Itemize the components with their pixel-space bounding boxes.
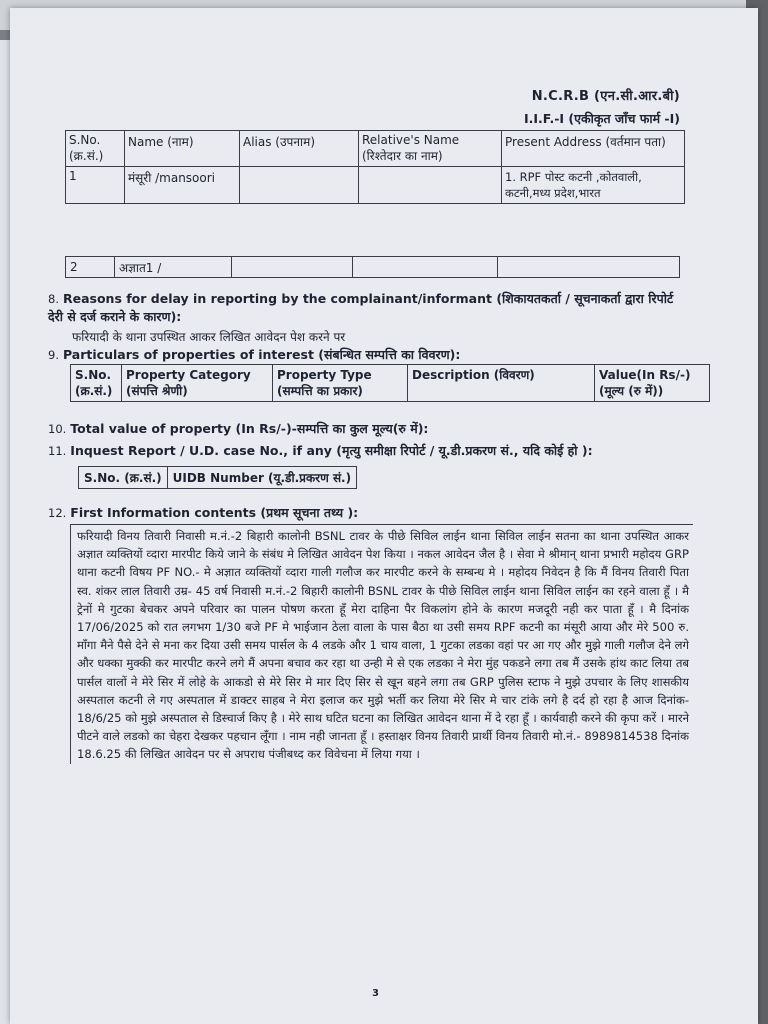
- column-header: Description (विवरण): [408, 365, 595, 402]
- column-header: Alias (उपनाम): [240, 131, 359, 167]
- section-number: 12.: [48, 506, 67, 520]
- table-header-row: [79, 467, 357, 489]
- section-title: Inquest Report / U.D. case No., if any (मृत्यु समीक्षा रिपोर्ट / यू.डी.प्रकरण सं., यदि कोई हो ):: [70, 443, 593, 458]
- section-11-heading: [48, 442, 708, 460]
- section-title: Particulars of properties of interest (संबन्धित सम्पत्ति का विवरण):: [62, 347, 461, 362]
- accused-table-continued: [65, 256, 680, 278]
- section-8-heading: [48, 290, 688, 325]
- form-title: I.I.F.-I (एकीकृत जाँच फार्म -I): [523, 111, 680, 126]
- name-cell: अज्ञात1 /: [115, 257, 232, 278]
- column-header: S.No. (क्र.सं.): [71, 365, 122, 402]
- column-header: Value(In Rs/-) (मूल्य (रु में)): [595, 365, 710, 402]
- column-header: Property Category (संपत्ति श्रेणी): [122, 365, 273, 402]
- table-header-row: [66, 131, 685, 167]
- first-information-contents: फरियादी विनय तिवारी निवासी म.नं.-2 बिहारी कालोनी BSNL टावर के पीछे सिविल लाईन थाना सिविल लाईन सतना का थाना उपस्थित आकर अज्ञात व्यक्तियों व्दारा मारपीट किये जाने के संबंध मे लिखित आवेदन पेश किया । नकल आवेदन जैल है । सेवा मे श्रीमान् थाना प्रभारी महोदय GRP थाना कटनी विषय PF NO.- मे अज्ञात व्यक्तियों व्दारा गाली गलौज कर मारपीट करने के सम्बन्ध मे । महोदय निवेदन है कि मैं विनय तिवारी पिता स्व. शंकर लाल तिवारी उम्र- 45 वर्ष निवासी म.नं.-2 बिहारी कालोनी BSNL टावर के पीछे सिविल लाईन थाना सिविल लाईन का रहने वाला हूँ । मै ट्रेनों मे गुटका बेचकर अपने परिवार का पालन पोषण करता हूँ मेरा दाहिना पैर विकलांग होने के कारण मजदूरी नही कर पाता हूँ । मै दिनांक 17/06/2025 को रात लगभग 1/30 बजे PF मे भाईजान ठेला वाला के पास बैठा था उसी समय RPF कटनी का मंसूरी आया और मेरे 500 रु. माँगा मैने पैसे देने से मना कर दिया उसी समय पार्सल के 4 लडके और 1 चाय वाला, 1 गुटका लडका वहां पर आ गए और मुझे गाली गलौज देने लगे और धक्का मुक्की कर मारपीट करने लगे मैं अपना बचाव कर रहा था उन्ही मे से एक लडका ने मेरा मुंह पकडने लगा तब मैं उसके हांथ काट लिया तब पार्सल वालों ने मेरे सिर में लोहे के आकडो से मेरे सिर मे मार दिए सिर से खून बहने लगा तब GRP पुलिस स्टाफ ने मुझे उपचार के लिए शासकीय अस्पताल कटनी ले गए अस्पताल में डाक्टर साहब ने मेरा इलाज कर मुझे भर्ती कर लिया मेरे सिर मे चार टांके लगे है दर्द हो रहा है आज दिनांक- 18/6/25 को मुझे अस्पताल से डिस्चार्ज किए है । मेरे साथ घटित घटना का लिखित आवेदन थाना में दे रहा हूँ । कार्यवाही करने की कृपा करें । मारने पीटने वाले लडको का चेहरा देखकर पहचान लूँगा । नाम नही जानता हूँ । हस्ताक्षर विनय तिवारी प्रार्थी विनय तिवारी मो.नं.- 8989814538 दिनांक 18.6.25 की लिखित आवेदन पर से अपराध पंजीबध्द कर विवेचना में लिया गया ।: [70, 524, 693, 764]
- column-header: Present Address (वर्तमान पता): [502, 131, 685, 167]
- section-12-heading: [48, 504, 358, 522]
- column-header: Relative's Name (रिश्तेदार का नाम): [359, 131, 502, 167]
- name-cell: मंसूरी /mansoori: [125, 167, 240, 204]
- alias-cell: [240, 167, 359, 204]
- property-table: [70, 364, 710, 402]
- section-10-heading: [48, 420, 428, 438]
- sno-cell: 1: [66, 167, 125, 204]
- column-header: S.No. (क्र.सं.): [79, 467, 168, 489]
- column-header: Property Type (सम्पत्ति का प्रकार): [273, 365, 408, 402]
- section-number: 9.: [48, 348, 59, 362]
- ncrb-label: N.C.R.B (एन.सी.आर.बी): [531, 89, 680, 104]
- section-8-value: फरियादी के थाना उपस्थित आकर लिखित आवेदन पेश करने पर: [72, 330, 346, 344]
- inquest-table: [78, 466, 357, 489]
- table-row: [66, 167, 685, 204]
- table-row: [66, 257, 680, 278]
- document-page: [10, 8, 758, 1024]
- relative-cell: [353, 257, 498, 278]
- section-title: First Information contents (प्रथम सूचना तथ्य ):: [70, 505, 359, 520]
- section-number: 11.: [48, 444, 67, 458]
- column-header: UIDB Number (यू.डी.प्रकरण सं.): [167, 467, 356, 489]
- column-header: Name (नाम): [125, 131, 240, 167]
- accused-table: [65, 130, 685, 204]
- section-title: Reasons for delay in reporting by the complainant/informant (शिकायतकर्ता / सूचनाकर्ता द्वारा रिपोर्ट देरी से दर्ज कराने के कारण):: [48, 291, 674, 324]
- alias-cell: [232, 257, 353, 278]
- table-header-row: [71, 365, 710, 402]
- section-title: Total value of property (In Rs/-)-सम्पत्ति का कुल मूल्य(रु में):: [70, 421, 429, 436]
- page-number: 3: [372, 988, 379, 999]
- relative-cell: [359, 167, 502, 204]
- address-cell: 1. RPF पोस्ट कटनी ,कोतवाली, कटनी,मध्य प्रदेश,भारत: [502, 167, 685, 204]
- section-9-heading: [48, 346, 460, 364]
- section-number: 8.: [48, 292, 59, 306]
- column-header: S.No. (क्र.सं.): [66, 131, 125, 167]
- address-cell: [498, 257, 680, 278]
- sno-cell: 2: [66, 257, 115, 278]
- section-number: 10.: [48, 422, 67, 436]
